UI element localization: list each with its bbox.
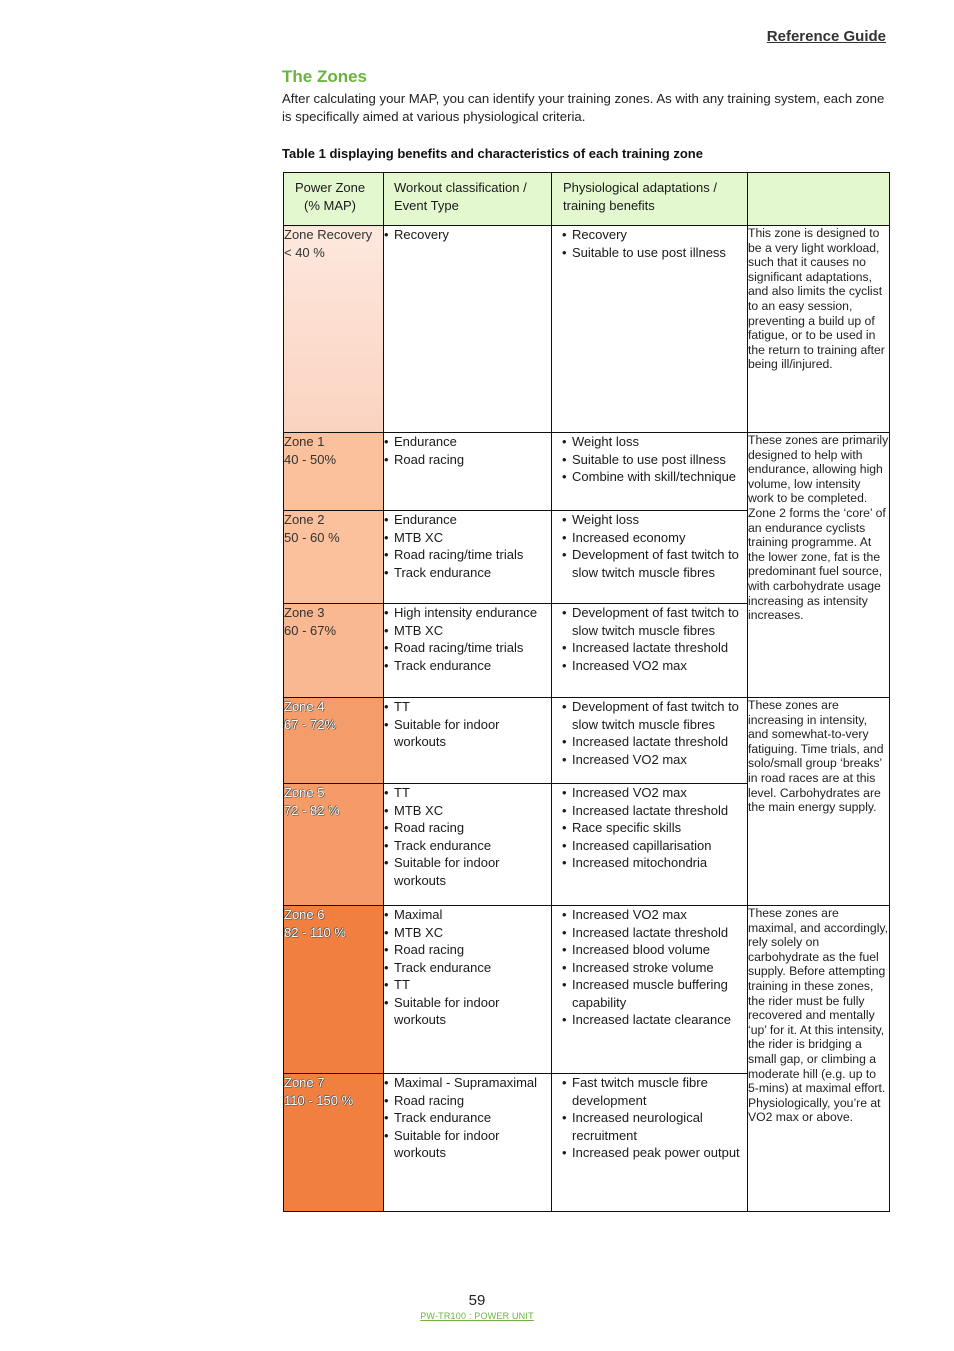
workout-list [384,784,551,889]
list-item: • Maximal [384,906,551,924]
header-power-zone-line2: (% MAP) [304,197,356,213]
list-item: • Race specific skills [562,819,747,837]
workout-cell [384,511,552,604]
list-item: • MTB XC [384,622,551,640]
list-item: • Increased mitochondria [562,854,747,872]
zone-cell [284,698,384,784]
header-power-zone-line1: Power Zone [295,180,366,195]
list-item: • Increased economy [562,529,747,547]
benefits-cell [552,784,748,906]
benefits-cell [552,1074,748,1212]
list-item: • Suitable to use post illness [562,451,747,469]
header-physio [552,173,748,226]
list-item: • Increased VO2 max [562,657,747,675]
list-item: • Increased lactate threshold [562,802,747,820]
benefits-list [562,698,747,768]
benefits-list [562,784,747,872]
list-item: • Track endurance [384,959,551,977]
list-item: • Suitable for indoor workouts [384,1127,551,1162]
intro-paragraph: After calculating your MAP, you can identify your training zones. As with any training system, each zone is specifically aimed at various physiological criteria. [282,91,885,124]
zone-cell [284,1074,384,1212]
benefits-list [562,511,747,581]
workout-cell [384,604,552,698]
list-item: • Increased lactate threshold [562,733,747,751]
list-item: • Development of fast twitch to slow twitch muscle fibres [562,604,747,639]
header-notes [748,173,890,226]
benefits-cell [552,511,748,604]
zone-cell [284,906,384,1074]
list-item: • High intensity endurance [384,604,551,622]
list-item: • Suitable to use post illness [562,244,747,262]
list-item: • Increased lactate threshold [562,639,747,657]
zone-range: 72 - 82 % [284,802,340,818]
workout-cell [384,906,552,1074]
list-item: • Increased neurological recruitment [562,1109,747,1144]
list-item: • Track endurance [384,564,551,582]
table-row [284,226,890,433]
list-item: • Road racing [384,941,551,959]
list-item: • Fast twitch muscle fibre development [562,1074,747,1109]
list-item: • Road racing/time trials [384,546,551,564]
workout-cell [384,226,552,433]
list-item: • Development of fast twitch to slow twitch muscle fibres [562,698,747,733]
benefits-cell [552,698,748,784]
list-item: • Increased lactate clearance [562,1011,747,1029]
zone-name: Zone Recovery [284,227,373,242]
workout-list [384,698,551,751]
list-item: • TT [384,698,551,716]
workout-cell [384,698,552,784]
benefits-list [562,604,747,674]
list-item: • Increased VO2 max [562,784,747,802]
table-row [284,698,890,784]
list-item: • TT [384,976,551,994]
zone-range: 40 - 50% [284,451,337,467]
zone-range: 60 - 67% [284,622,337,638]
workout-cell [384,1074,552,1212]
table-row [284,906,890,1074]
list-item: • Road racing/time trials [384,639,551,657]
list-item: • Increased VO2 max [562,906,747,924]
list-item: • Increased lactate threshold [562,924,747,942]
list-item: • Endurance [384,433,551,451]
section-title: The Zones [282,67,368,86]
list-item: • Road racing [384,819,551,837]
zone-name: Zone 5 [284,785,325,800]
workout-list [384,1074,551,1162]
list-item: • Increased capillarisation [562,837,747,855]
workout-list [384,226,551,244]
list-item: • Suitable for indoor workouts [384,994,551,1029]
list-item: • Maximal - Supramaximal [384,1074,551,1092]
benefits-list [562,433,747,486]
list-item: • Increased blood volume [562,941,747,959]
zone-cell [284,784,384,906]
list-item: • MTB XC [384,529,551,547]
list-item: • Recovery [562,226,747,244]
list-item: • Increased VO2 max [562,751,747,769]
zone-name: Zone 3 [284,605,325,620]
list-item: • MTB XC [384,802,551,820]
zone-name: Zone 1 [284,434,325,449]
zone-note: This zone is designed to be a very light workload, such that it causes no significant adaptations, and also limits the cyclist to an easy session, preventing a build up of fatigue, or to be used in the return to training after being ill/injured. [748,226,890,433]
workout-list [384,604,551,674]
workout-list [384,906,551,1029]
header-workout-line1: Workout classification / [394,180,527,195]
zone-range: 82 - 110 % [284,924,346,940]
list-item: • Increased peak power output [562,1144,747,1162]
header-power-zone [284,173,384,226]
workout-cell [384,433,552,511]
list-item: • Track endurance [384,1109,551,1127]
zone-note: These zones are primarily designed to help with endurance, allowing high volume, low intensity work to be completed. Zone 2 forms the ‘core’ of an endurance cyclists training programme. At the lower zone, fat is the predominant fuel source, with carbohydrate usage increasing as intensity increases. [748,433,890,698]
benefits-cell [552,604,748,698]
zone-note: These zones are maximal, and accordingly, rely solely on carbohydrate as the fuel supply. Before attempting training in these zones, the rider must be fully recovered and mentally ‘up’ for it. At this intensity, the rider is bridging a small gap, or climbing a moderate hill (e.g. up to 5-mins) at maximal effort. Physiologically, you’re at VO2 max or above. [748,906,890,1212]
header-physio-line2: training benefits [563,197,655,213]
header-workout-line2: Event Type [394,197,459,213]
zone-cell [284,433,384,511]
workout-list [384,511,551,581]
list-item: • Suitable for indoor workouts [384,716,551,751]
benefits-cell [552,906,748,1074]
page-number: 59 [468,1292,486,1309]
list-item: • Suitable for indoor workouts [384,854,551,889]
benefits-cell [552,226,748,433]
table-header-row [284,173,890,226]
workout-cell [384,784,552,906]
zone-note: These zones are increasing in intensity, and somewhat-to-very fatiguing. Time trials, and solo/small group ‘breaks’ in road races are at this level. Carbohydrates are the main energy supply. [748,698,890,906]
zone-cell [284,511,384,604]
list-item: • Road racing [384,451,551,469]
zone-name: Zone 7 [284,1075,325,1090]
zone-range: 67 - 72% [284,716,337,732]
zone-name: Zone 2 [284,512,325,527]
list-item: • Increased muscle buffering capability [562,976,747,1011]
list-item: • Track endurance [384,657,551,675]
zone-cell [284,226,384,433]
benefits-list [562,226,747,261]
list-item: • Endurance [384,511,551,529]
table-caption: Table 1 displaying benefits and characteristics of each training zone [282,146,703,161]
list-item: • TT [384,784,551,802]
benefits-cell [552,433,748,511]
list-item: • MTB XC [384,924,551,942]
list-item: • Weight loss [562,511,747,529]
zone-range: 110 - 150 % [284,1092,354,1108]
list-item: • Development of fast twitch to slow twitch muscle fibres [562,546,747,581]
header-physio-line1: Physiological adaptations / [563,180,717,195]
zone-range: < 40 % [284,244,325,260]
zone-name: Zone 6 [284,907,325,922]
table-row [284,433,890,511]
product-footer-link[interactable]: PW-TR100 : POWER UNIT [420,1311,534,1321]
zone-cell [284,604,384,698]
list-item: • Recovery [384,226,551,244]
benefits-list [562,1074,747,1162]
list-item: • Weight loss [562,433,747,451]
list-item: • Track endurance [384,837,551,855]
zone-range: 50 - 60 % [284,529,340,545]
header-workout [384,173,552,226]
benefits-list [562,906,747,1029]
list-item: • Combine with skill/technique [562,468,747,486]
list-item: • Increased stroke volume [562,959,747,977]
reference-guide-header: Reference Guide [766,28,886,45]
list-item: • Road racing [384,1092,551,1110]
training-zones-table [283,172,890,1212]
workout-list [384,433,551,468]
zone-name: Zone 4 [284,699,325,714]
